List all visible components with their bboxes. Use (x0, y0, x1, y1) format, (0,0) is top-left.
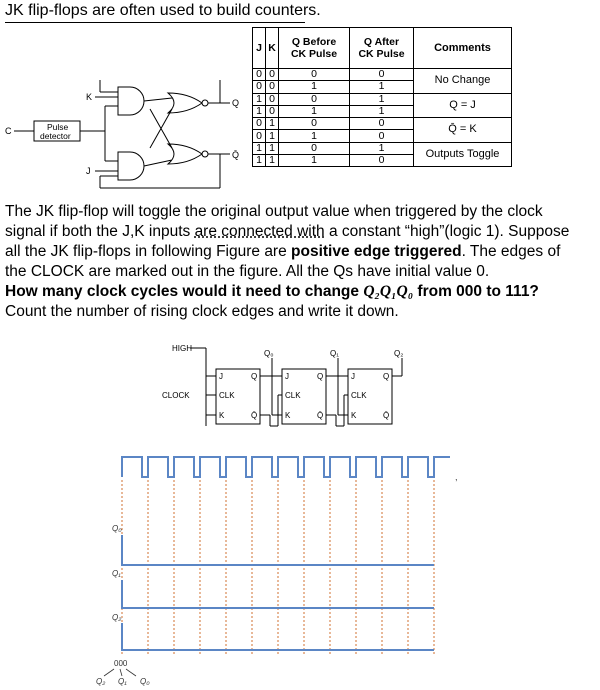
paragraph-line-2 (5, 222, 569, 242)
pulse-detector-label-1: Pulse (47, 122, 69, 132)
cell: 0 (279, 69, 350, 81)
ff0-j-pin: J (219, 372, 223, 381)
header-comments: Comments (414, 28, 512, 69)
comment-no-change: No Change (414, 69, 512, 94)
ripple-counter-circuit (160, 338, 460, 428)
ff1-clk-pin: CLK (285, 391, 301, 400)
ff2-k-pin: K (351, 411, 357, 420)
question-line (5, 282, 539, 302)
cell: 1 (253, 142, 266, 154)
bottom-q2-label: Q₂ (96, 677, 106, 686)
math-q2q1q0: Q₂Q₁Q₀ (363, 283, 414, 300)
q0-output-label: Q₀ (264, 349, 274, 358)
text-segment: a constant “high”(logic 1). Suppose (324, 223, 570, 240)
j-input-label: J (86, 166, 91, 176)
bottom-arrows (104, 669, 136, 676)
timing-diagram (0, 440, 600, 690)
cell: 1 (266, 130, 279, 142)
text-segment: . The edges of (461, 243, 561, 260)
ff0-q-pin: Q (251, 372, 258, 381)
cell: 1 (253, 93, 266, 105)
high-label: HIGH (172, 344, 192, 353)
cell: 1 (279, 81, 350, 93)
timing-q1-label: Q₁ (112, 569, 121, 578)
page-title: JK flip-flops are often used to build counters. (5, 2, 321, 19)
timing-q2-label: Q₂ (112, 613, 122, 622)
text-segment: How many clock cycles would it need to change (5, 283, 364, 300)
text-segment: signal if both the J,K inputs (5, 223, 195, 240)
cell: 1 (350, 93, 414, 105)
cell: 1 (253, 105, 266, 117)
header-q-before: Q Before CK Pulse (279, 28, 350, 69)
timing-q0-label: Q₀ (112, 524, 122, 533)
cell: 1 (350, 105, 414, 117)
ff0-clk-pin: CLK (219, 391, 235, 400)
cell: 0 (279, 142, 350, 154)
header-k: K (266, 28, 279, 69)
qbar-output-label: Q̄ (232, 150, 240, 160)
cell: 0 (253, 130, 266, 142)
text-segment-bold: positive edge triggered (291, 243, 462, 260)
q1-output-label: Q₁ (330, 349, 339, 358)
q-output-label: Q (232, 98, 240, 108)
initial-state-label: 000 (114, 659, 128, 668)
table-row (253, 93, 512, 105)
cell: 1 (350, 81, 414, 93)
ff1-qbar-pin: Q̄ (317, 411, 324, 420)
cell: 0 (350, 118, 414, 130)
comment-q-equals-j: Q = J (414, 93, 512, 118)
cell: 0 (266, 69, 279, 81)
clock-label: CLOCK (162, 391, 190, 400)
ff1-k-pin: K (285, 411, 291, 420)
q2-output-label: Q₂ (394, 349, 404, 358)
table-row (253, 69, 512, 81)
jk-truth-table (252, 27, 512, 167)
ff1-j-pin: J (285, 372, 289, 381)
paragraph-line-3 (5, 242, 560, 262)
ff1-q-pin: Q (317, 372, 324, 381)
ff2-qbar-pin: Q̄ (383, 411, 390, 420)
pulse-detector-label-2: detector (40, 131, 71, 141)
paragraph-line-6: Count the number of rising clock edges and write it down. (5, 303, 399, 320)
cell: 0 (279, 118, 350, 130)
comment-qbar-equals-k: Q̄ = K (414, 118, 512, 143)
ff2-q-pin: Q (383, 372, 390, 381)
cell: 0 (350, 69, 414, 81)
header-q-after: Q After CK Pulse (350, 28, 414, 69)
ff2-j-pin: J (351, 372, 355, 381)
cell: 1 (266, 142, 279, 154)
comment-outputs-toggle: Outputs Toggle (414, 142, 512, 167)
cell: 0 (253, 69, 266, 81)
text-segment: all the JK flip-flops in following Figure are (5, 243, 292, 260)
cell: 0 (266, 105, 279, 117)
paragraph-line-4: the CLOCK are marked out in the figure. All the Qs have initial value 0. (5, 263, 490, 280)
cell: 1 (253, 155, 266, 167)
cell: 0 (253, 81, 266, 93)
clock-waveform (122, 457, 450, 477)
ff0-k-pin: K (219, 411, 225, 420)
text-segment-underlined: are connected with (194, 223, 325, 240)
table-row (253, 118, 512, 130)
cell: 1 (279, 130, 350, 142)
header-j: J (253, 28, 266, 69)
bottom-q1-label: Q₁ (118, 677, 127, 686)
edge-markers (122, 480, 434, 655)
table-header-row (253, 28, 512, 69)
cell: 1 (266, 118, 279, 130)
cell: 0 (279, 93, 350, 105)
cell: 0 (266, 93, 279, 105)
cell: 0 (266, 81, 279, 93)
clock-arrow-icon: , (455, 472, 458, 482)
ff2-clk-pin: CLK (351, 391, 367, 400)
paragraph-line-1: The JK flip-flop will toggle the original output value when triggered by the clock (5, 203, 543, 220)
table-row (253, 142, 512, 154)
title-underline (5, 22, 305, 23)
c-input-label: C (5, 126, 12, 136)
cell: 1 (350, 142, 414, 154)
bottom-q0-label: Q₀ (140, 677, 150, 686)
cell: 0 (253, 118, 266, 130)
text-segment: from 000 to 111? (413, 283, 539, 300)
ff0-qbar-pin: Q̄ (251, 411, 258, 420)
cell: 1 (279, 105, 350, 117)
k-input-label: K (86, 92, 93, 102)
cell: 0 (350, 155, 414, 167)
cell: 1 (266, 155, 279, 167)
cell: 1 (279, 155, 350, 167)
cell: 0 (350, 130, 414, 142)
